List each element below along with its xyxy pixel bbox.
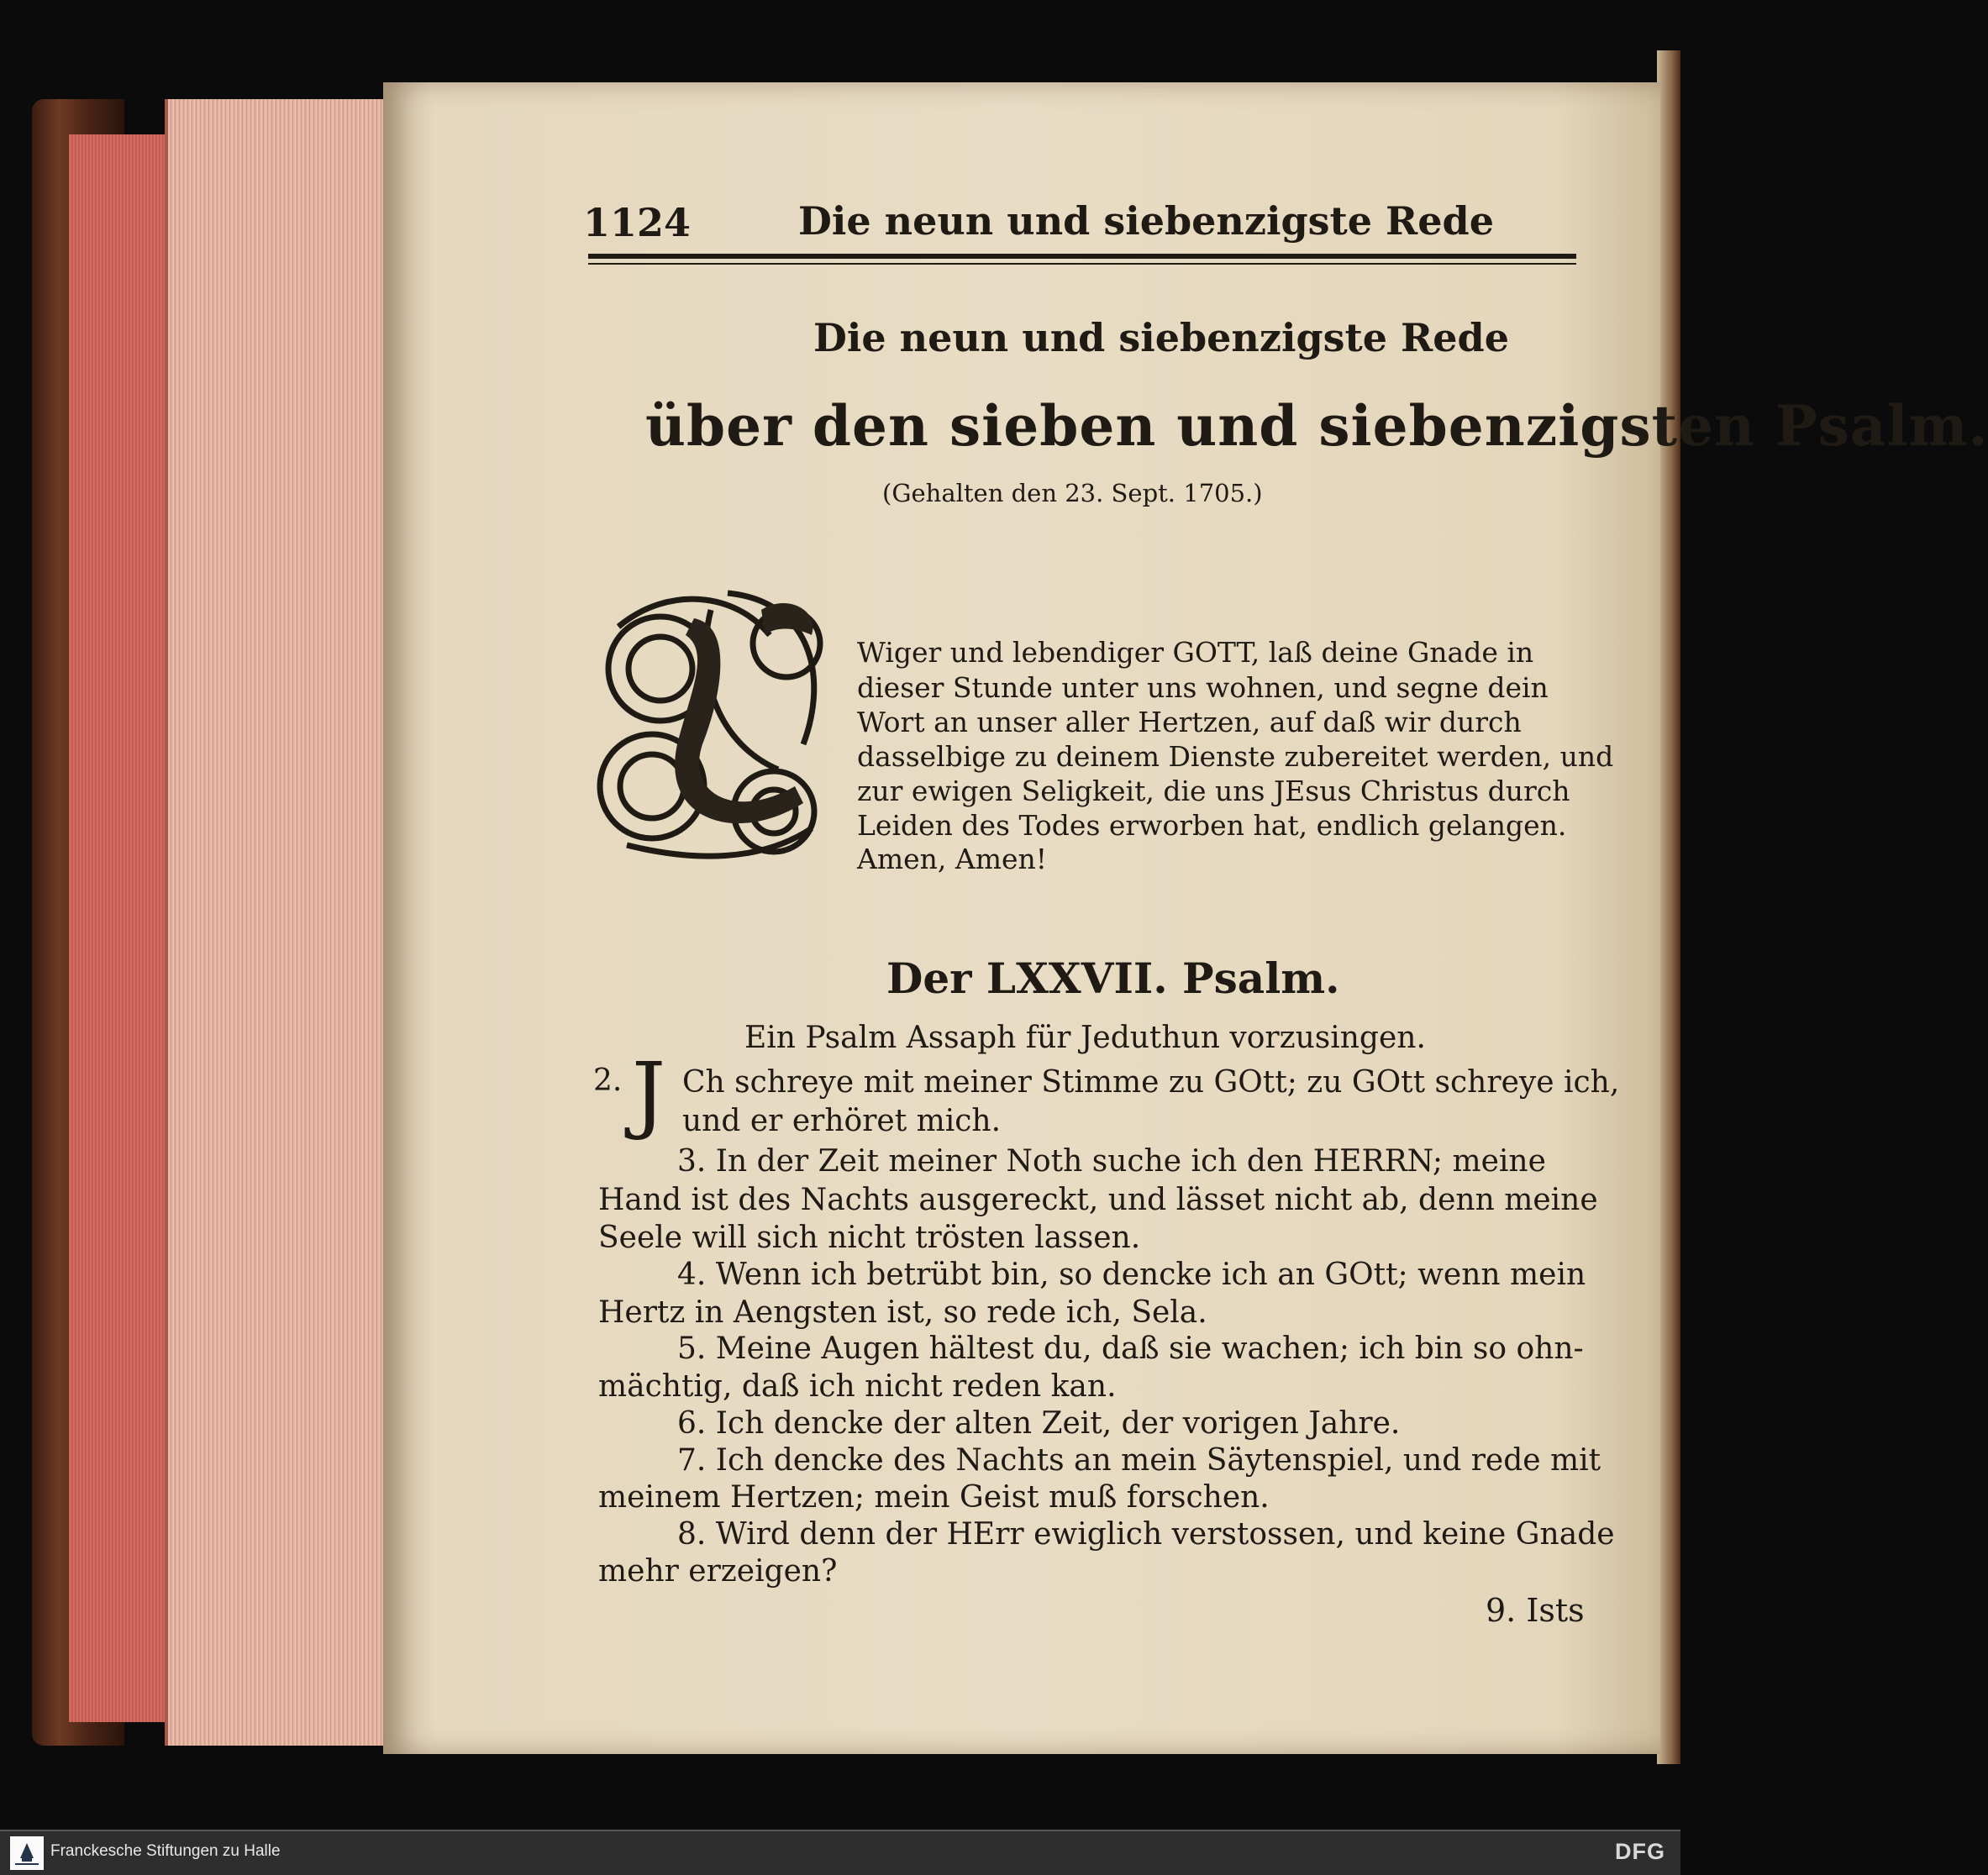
header-rule-thin — [588, 263, 1576, 265]
verse-line: 6. Ich dencke der alten Zeit, der vorigen Jahre. — [677, 1406, 1401, 1441]
verse-number: 2. — [593, 1064, 623, 1098]
verse-line: meinem Hertzen; mein Geist muß forschen. — [598, 1480, 1270, 1515]
verse-line: Hand ist des Nachts ausgereckt, und lässet nicht ab, denn meine — [598, 1183, 1598, 1217]
viewer-footer — [0, 1830, 1680, 1875]
prayer-line: Wiger und lebendiger GOTT, laß deine Gnade in — [857, 636, 1534, 669]
catchword: 9. Ists — [1486, 1592, 1585, 1629]
prayer-line: dieser Stunde unter uns wohnen, und segne dein — [857, 671, 1549, 704]
header-rule — [588, 254, 1576, 259]
prayer-line: dasselbige zu deinem Dienste zubereitet werden, und — [857, 740, 1614, 773]
page-stack-edges — [165, 99, 387, 1746]
institution-logo-icon[interactable] — [10, 1836, 44, 1870]
verse-line: 8. Wird denn der HErr ewiglich verstossen, und keine Gnade — [677, 1517, 1615, 1552]
decorated-initial-icon — [593, 576, 854, 869]
running-head: Die neun und siebenzigste Rede — [798, 198, 1494, 244]
verse-line: mächtig, daß ich nicht reden kan. — [598, 1369, 1117, 1404]
prayer-line: Amen, Amen! — [857, 843, 1048, 875]
sermon-subtitle: über den sieben und siebenzigsten Psalm. — [645, 393, 1988, 459]
verse-line: mehr erzeigen? — [598, 1554, 838, 1589]
red-page-edges — [69, 134, 170, 1722]
right-cover-edge — [1657, 50, 1680, 1764]
psalm-heading: Der LXXVII. Psalm. — [886, 953, 1340, 1003]
verse-line: 4. Wenn ich betrübt bin, so dencke ich an GOtt; wenn mein — [677, 1258, 1586, 1292]
page-number: 1124 — [583, 200, 692, 245]
sermon-title: Die neun und siebenzigste Rede — [813, 315, 1509, 360]
verse-line: 7. Ich dencke des Nachts an mein Säytenspiel, und rede mit — [677, 1443, 1601, 1478]
delivered-date: (Gehalten den 23. Sept. 1705.) — [882, 479, 1263, 507]
institution-name[interactable]: Franckesche Stiftungen zu Halle — [50, 1842, 281, 1860]
psalm-superscription: Ein Psalm Assaph für Jeduthun vorzusingen. — [744, 1021, 1426, 1055]
prayer-line: Leiden des Todes erworben hat, endlich gelangen. — [857, 809, 1567, 842]
verse-line: Ch schreye mit meiner Stimme zu GOtt; zu GOtt schreye ich, — [682, 1065, 1620, 1100]
dfg-logo[interactable]: DFG — [1615, 1839, 1665, 1864]
verse-initial: J — [632, 1044, 666, 1142]
verse-line: Seele will sich nicht trösten lassen. — [598, 1221, 1141, 1255]
prayer-line: zur ewigen Seligkeit, die uns JEsus Christus durch — [857, 775, 1570, 807]
verse-line: 3. In der Zeit meiner Noth suche ich den HERRN; meine — [677, 1144, 1546, 1179]
verse-line: Hertz in Aengsten ist, so rede ich, Sela. — [598, 1295, 1207, 1330]
verse-line: 5. Meine Augen hältest du, daß sie wachen; ich bin so ohn- — [677, 1331, 1584, 1366]
prayer-line: Wort an unser aller Hertzen, auf daß wir durch — [857, 706, 1522, 738]
verse-line: und er erhöret mich. — [682, 1104, 1002, 1138]
